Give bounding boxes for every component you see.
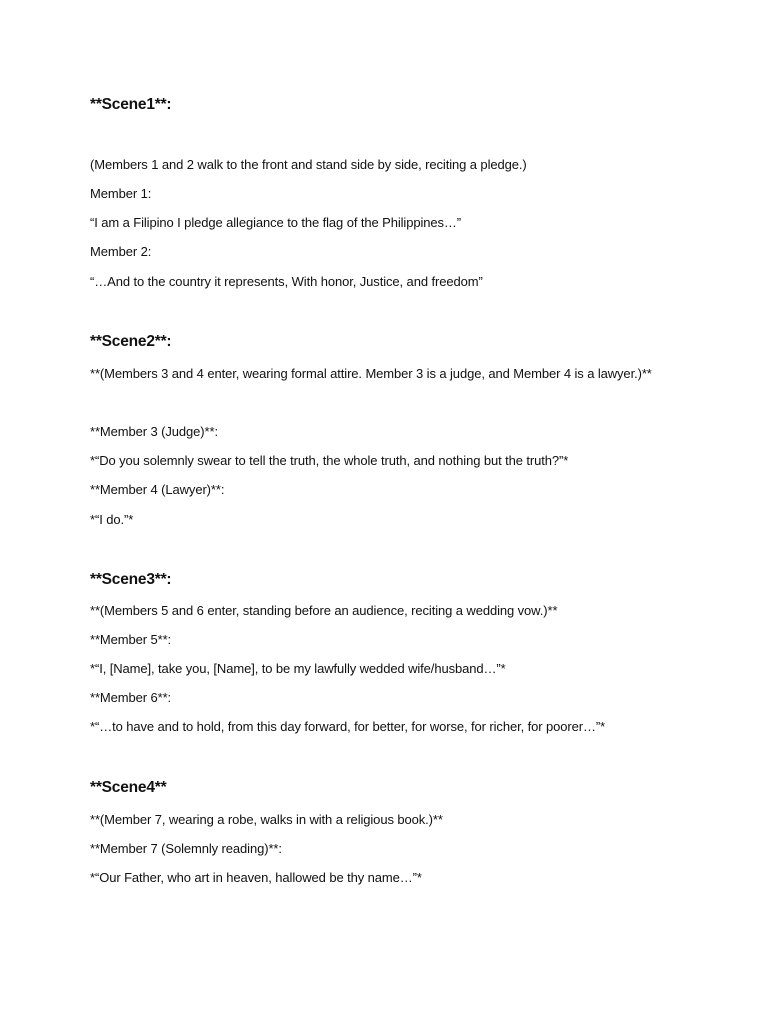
scene1-speaker-member-1: Member 1: (90, 186, 152, 201)
scene1-stage-direction: (Members 1 and 2 walk to the front and stand side by side, reciting a pledge.) (90, 157, 527, 172)
scene1-line-member-1: “I am a Filipino I pledge allegiance to the flag of the Philippines…” (90, 215, 462, 230)
scene4-stage-direction: **(Member 7, wearing a robe, walks in with a religious book.)** (90, 812, 443, 827)
scene2-speaker-judge: **Member 3 (Judge)**: (90, 424, 218, 439)
scene2-speaker-lawyer: **Member 4 (Lawyer)**: (90, 482, 225, 497)
scene1-heading: **Scene1**: (90, 96, 172, 113)
scene3-speaker-member-5: **Member 5**: (90, 632, 172, 647)
scene2-line-judge: *“Do you solemnly swear to tell the truth, the whole truth, and nothing but the truth?”* (90, 453, 569, 468)
scene3-line-member-5: *“I, [Name], take you, [Name], to be my lawfully wedded wife/husband…”* (90, 661, 506, 676)
scene3-line-member-6: *“…to have and to hold, from this day forward, for better, for worse, for richer, for poorer…”* (90, 719, 606, 734)
scene2-line-lawyer: *“I do.”* (90, 512, 134, 527)
scene4-speaker-member-7: **Member 7 (Solemnly reading)**: (90, 841, 282, 856)
scene1-speaker-member-2: Member 2: (90, 244, 152, 259)
scene3-speaker-member-6: **Member 6**: (90, 690, 172, 705)
scene3-stage-direction: **(Members 5 and 6 enter, standing before an audience, reciting a wedding vow.)** (90, 603, 558, 618)
scene1-line-member-2: “…And to the country it represents, With honor, Justice, and freedom” (90, 274, 483, 289)
scene4-line-member-7: *“Our Father, who art in heaven, hallowed be thy name…”* (90, 870, 422, 885)
scene3-heading: **Scene3**: (90, 571, 172, 588)
scene4-heading: **Scene4** (90, 779, 167, 796)
scene2-heading: **Scene2**: (90, 333, 172, 350)
scene2-stage-direction: **(Members 3 and 4 enter, wearing formal attire. Member 3 is a judge, and Member 4 is a lawyer.)** (90, 366, 652, 381)
